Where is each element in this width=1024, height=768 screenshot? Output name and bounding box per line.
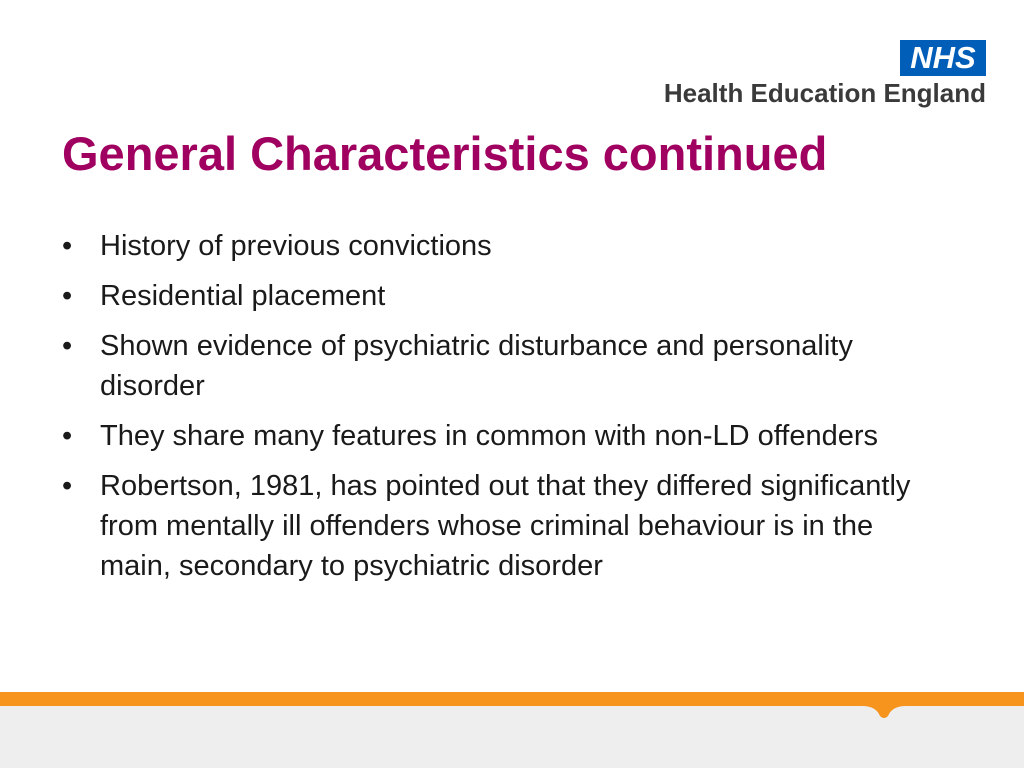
list-item [62,466,942,586]
bullet-list [62,226,942,596]
list-item [62,416,942,456]
bullet-icon: • [62,280,73,312]
organization-name: Health Education England [663,78,986,108]
footer-notch-shape [0,706,1024,768]
list-item [62,326,942,406]
bullet-icon: • [62,470,73,502]
bullet-icon: • [62,230,73,262]
nhs-hee-logo [626,40,986,112]
list-item-text: Shown evidence of psychiatric disturbance and personality disorder [100,330,853,402]
list-item-text: History of previous convictions [100,230,492,262]
nhs-badge: NHS [900,40,986,76]
footer-accent-band [0,692,1024,706]
list-item-text: Residential placement [100,280,386,312]
bullet-icon: • [62,330,73,362]
list-item [62,226,942,266]
list-item [62,276,942,316]
footer-panel [0,706,1024,768]
list-item-text: They share many features in common with non-LD offenders [100,420,879,452]
bullet-icon: • [62,420,73,452]
slide-title: General Characteristics continued [62,127,828,180]
list-item-text: Robertson, 1981, has pointed out that they differed significantly from mentally ill offenders whose criminal behaviour is in the main, secondary to psychiatric disorder [100,470,911,582]
